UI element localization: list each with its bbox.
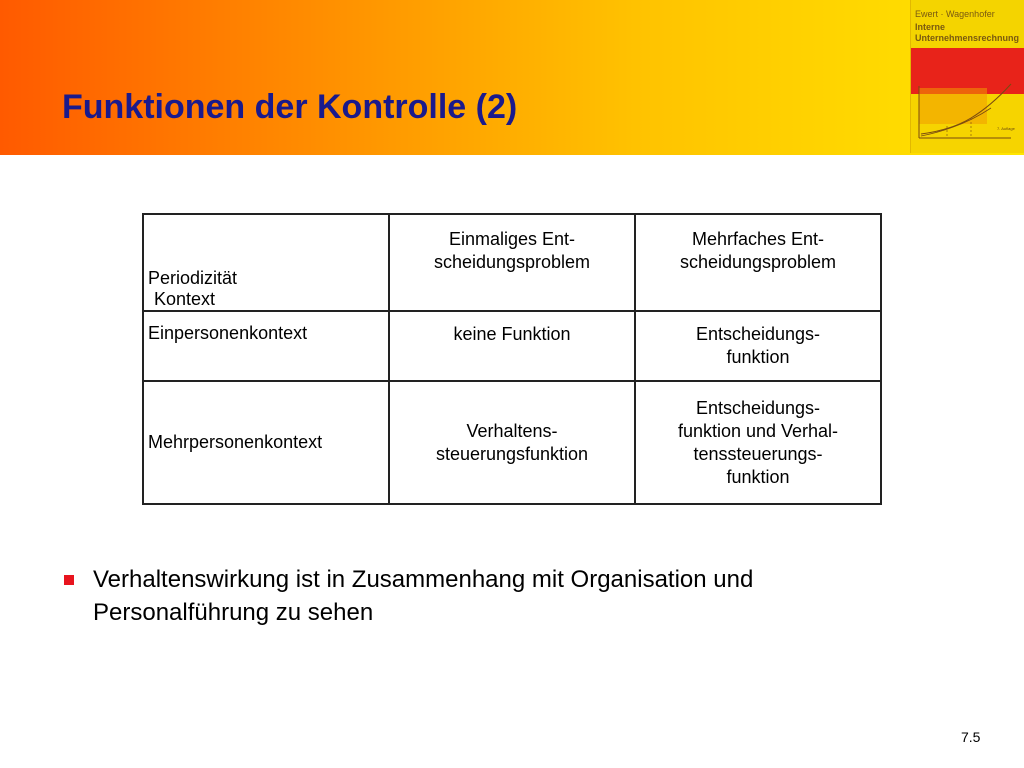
- page-number: 7.5: [961, 729, 981, 745]
- table-row-label: Einpersonenkontext: [143, 311, 389, 381]
- table-header-cell-einmalig: Einmaliges Ent- scheidungsproblem: [389, 214, 635, 311]
- corner-label-periodizitaet: Periodizität: [148, 268, 238, 288]
- table-corner-cell: [143, 214, 389, 311]
- book-cover-image: [910, 0, 1024, 153]
- header-band: [0, 0, 1024, 155]
- corner-label-kontext: Kontext: [154, 289, 216, 309]
- table-row: [143, 381, 881, 504]
- bullet-text: Verhaltenswirkung ist in Zusammenhang mit Organisation und Personalführung zu sehen: [93, 566, 754, 626]
- book-edition: 7. Auflage: [997, 126, 1015, 131]
- book-title-line1: Interne: [915, 22, 946, 32]
- table-cell: Entscheidungs- funktion und Verhal- tenssteuerungs- funktion: [635, 381, 881, 504]
- table-row: [143, 311, 881, 381]
- table-header-row: [143, 214, 881, 311]
- table-cell: keine Funktion: [389, 311, 635, 381]
- book-title-line2: Unternehmensrechnung: [915, 33, 1020, 43]
- book-cover-art: [911, 48, 1024, 153]
- table-row-label: Mehrpersonenkontext: [143, 381, 389, 504]
- table-cell: Entscheidungs- funktion: [635, 311, 881, 381]
- table-cell: Verhaltens- steuerungsfunktion: [389, 381, 635, 504]
- book-author: Ewert · Wagenhofer: [915, 9, 995, 19]
- table-header-cell-mehrfach: Mehrfaches Ent- scheidungsproblem: [635, 214, 881, 311]
- bullet-marker-icon: [64, 575, 74, 585]
- function-matrix-table: [142, 213, 882, 505]
- slide-title: Funktionen der Kontrolle (2): [62, 88, 518, 126]
